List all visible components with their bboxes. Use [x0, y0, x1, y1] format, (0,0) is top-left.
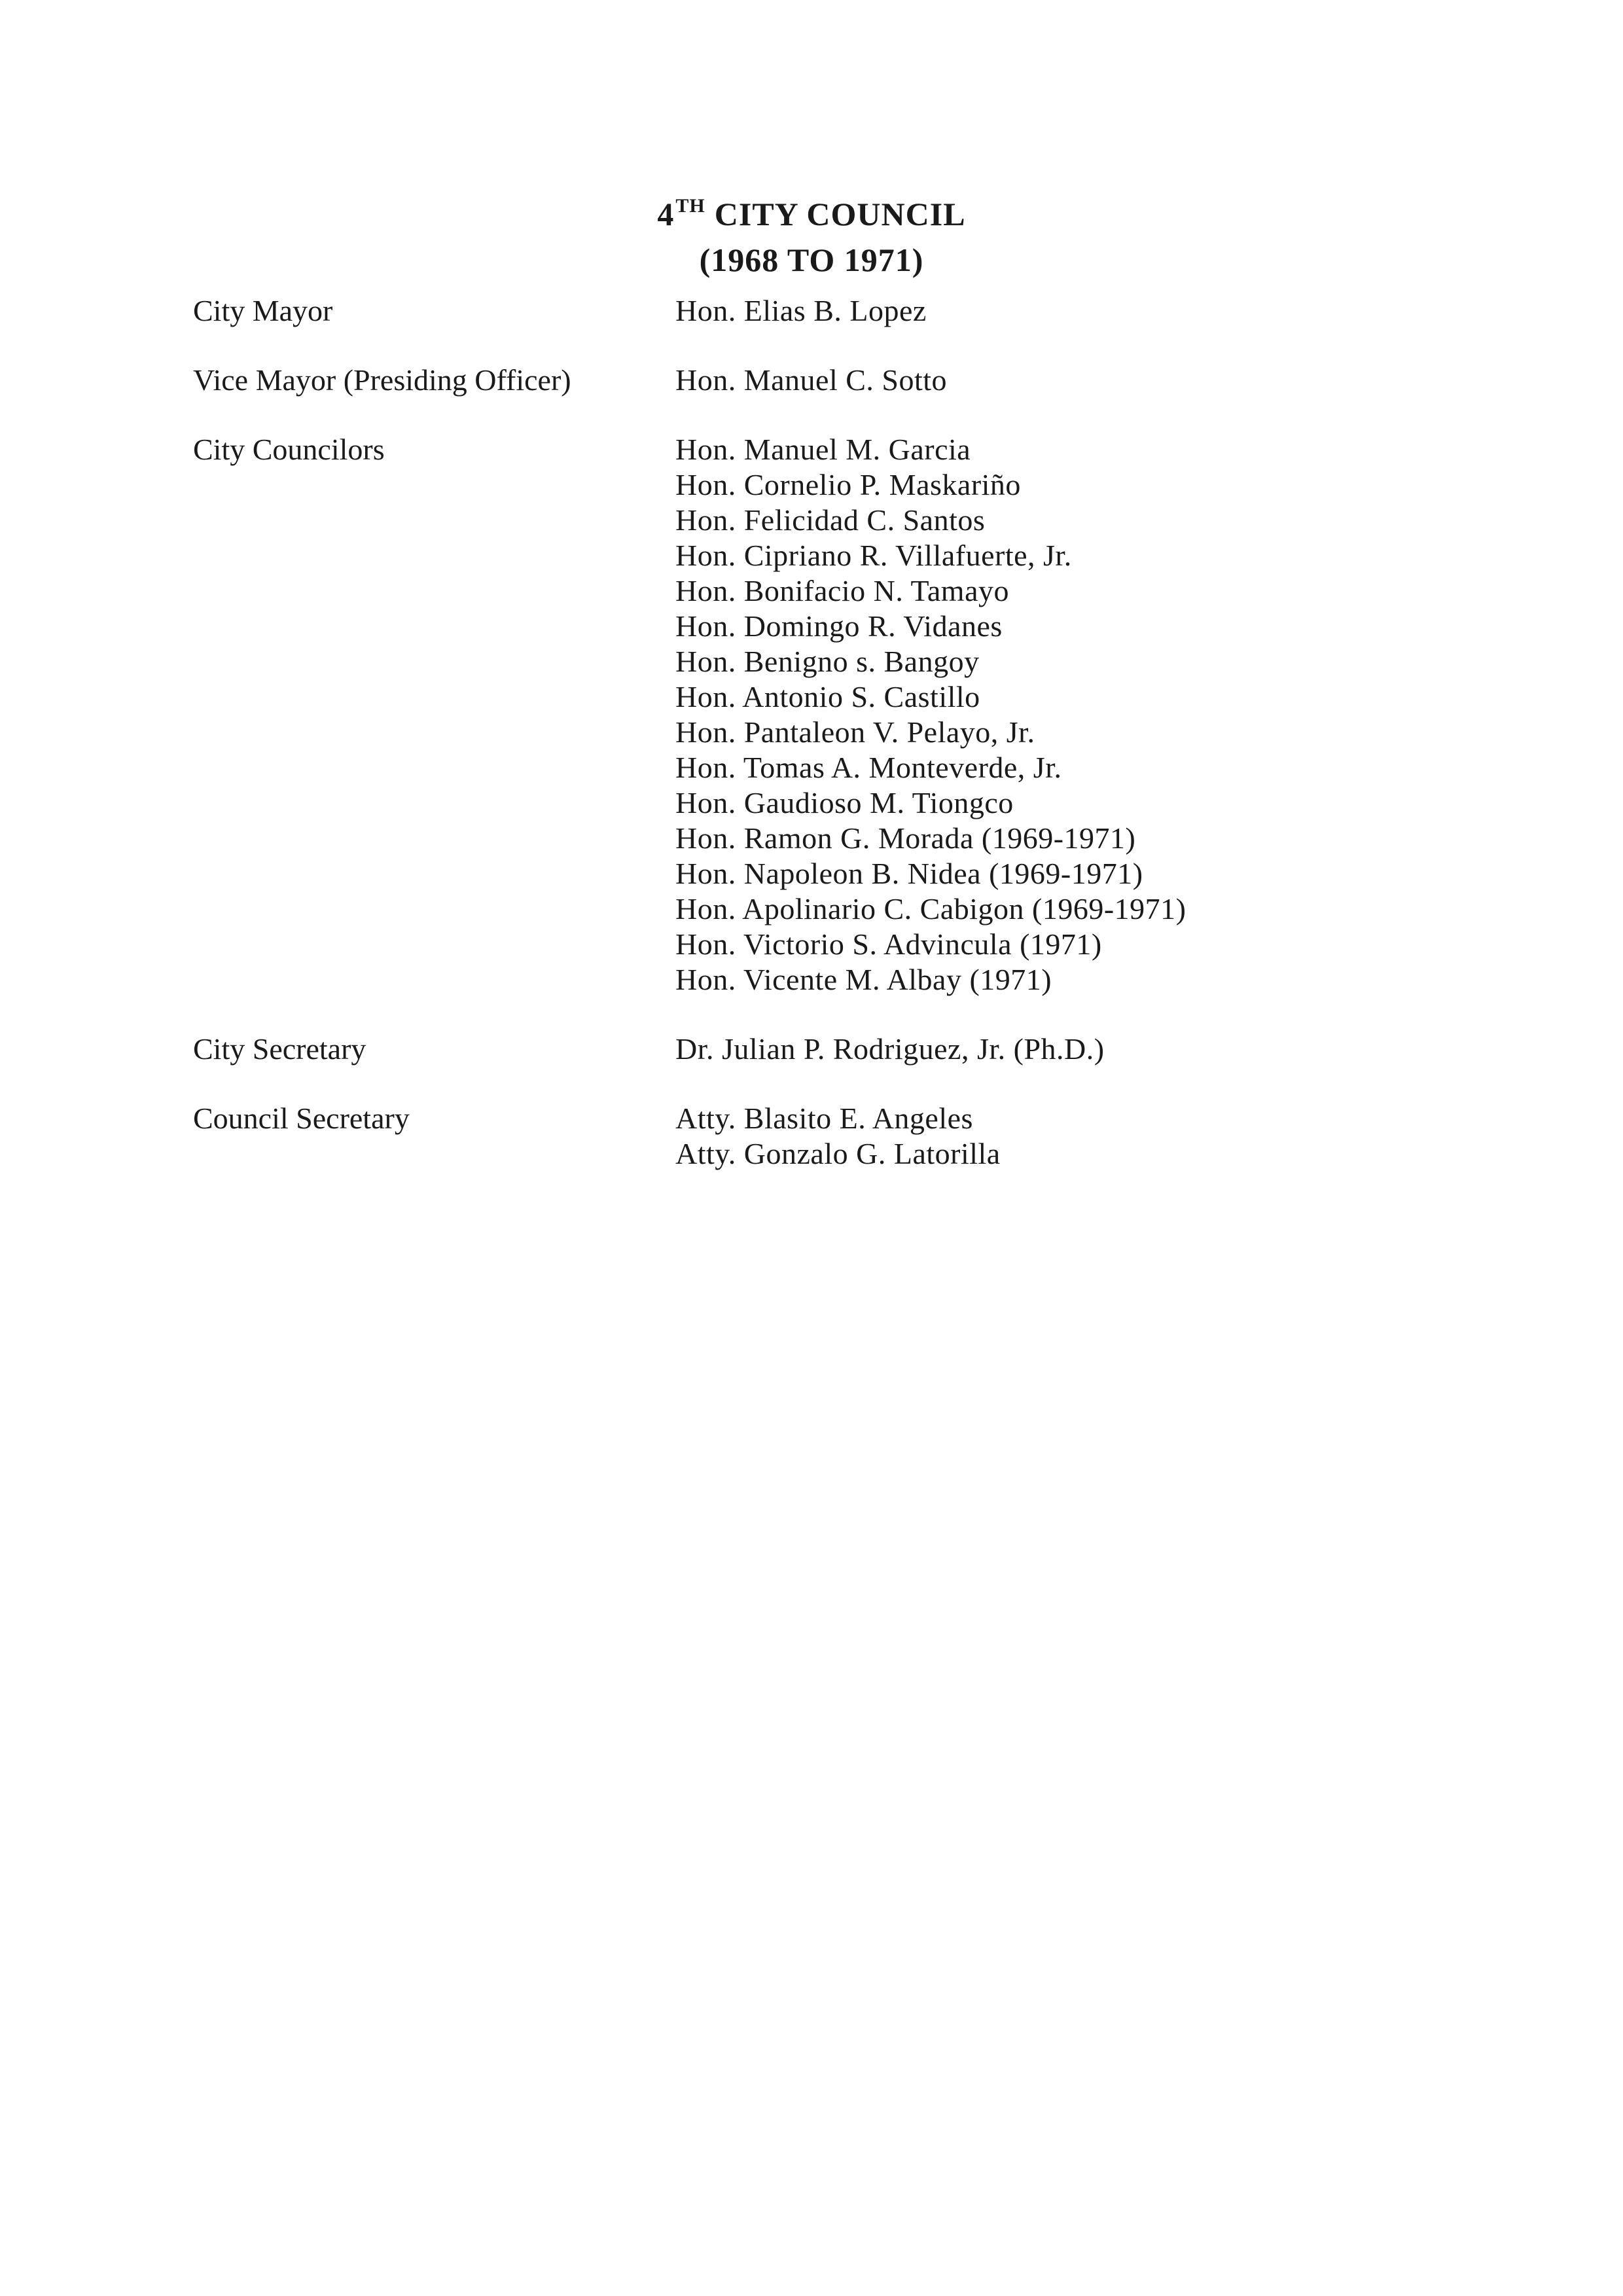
officeholder-list [675, 1031, 1623, 1067]
councilor-name: Hon. Manuel M. Garcia [675, 433, 971, 466]
position-label: City Mayor [193, 294, 333, 327]
title-main: CITY COUNCIL [714, 196, 966, 232]
position-label: Council Secretary [193, 1102, 410, 1135]
title-ordinal-suffix: TH [675, 195, 705, 217]
councilor-name: Hon. Tomas A. Monteverde, Jr. [675, 751, 1062, 784]
title-line-council [0, 183, 1623, 237]
councilor-name: Hon. Antonio S. Castillo [675, 680, 980, 713]
officeholder-name: Dr. Julian P. Rodriguez, Jr. (Ph.D.) [675, 1032, 1105, 1066]
officeholder-list [675, 293, 1623, 329]
councilor-name: Hon. Cipriano R. Villafuerte, Jr. [675, 539, 1072, 572]
councilor-name: Hon. Pantaleon V. Pelayo, Jr. [675, 715, 1035, 749]
document-title [0, 183, 1623, 283]
roster-entry-vice-mayor [0, 363, 1623, 398]
position-label: City Councilors [193, 433, 385, 466]
officeholder-list [675, 1101, 1623, 1172]
councilor-name: Hon. Apolinario C. Cabigon (1969-1971) [675, 892, 1186, 925]
roster-entry-city-mayor [0, 293, 1623, 329]
position-label: Vice Mayor (Presiding Officer) [193, 363, 571, 397]
councilor-name: Hon. Benigno s. Bangoy [675, 645, 980, 678]
roster-entry-city-secretary [0, 1031, 1623, 1067]
roster-entry-city-councilors [0, 432, 1623, 997]
position-label: City Secretary [193, 1032, 366, 1066]
councilor-name: Hon. Domingo R. Vidanes [675, 609, 1003, 643]
councilor-name: Hon. Felicidad C. Santos [675, 503, 986, 537]
officeholder-name: Hon. Manuel C. Sotto [675, 363, 948, 397]
officeholder-name: Atty. Blasito E. Angeles [675, 1102, 973, 1135]
officeholder-name: Hon. Elias B. Lopez [675, 294, 927, 327]
title-ordinal-number: 4 [657, 196, 675, 232]
councilor-name: Hon. Napoleon B. Nidea (1969-1971) [675, 857, 1143, 890]
councilor-name: Hon. Cornelio P. Maskariño [675, 468, 1021, 501]
councilor-name: Hon. Victorio S. Advincula (1971) [675, 927, 1102, 961]
councilor-name: Hon. Ramon G. Morada (1969-1971) [675, 821, 1136, 855]
officeholder-name: Atty. Gonzalo G. Latorilla [675, 1137, 1001, 1170]
councilor-name: Hon. Vicente M. Albay (1971) [675, 963, 1052, 996]
roster-entry-council-secretary [0, 1101, 1623, 1172]
council-roster [0, 293, 1623, 1172]
title-years: (1968 TO 1971) [699, 242, 924, 278]
officeholder-list [675, 363, 1623, 398]
councilor-name: Hon. Gaudioso M. Tiongco [675, 786, 1014, 819]
councilor-name: Hon. Bonifacio N. Tamayo [675, 574, 1010, 607]
officeholder-list [675, 432, 1623, 997]
